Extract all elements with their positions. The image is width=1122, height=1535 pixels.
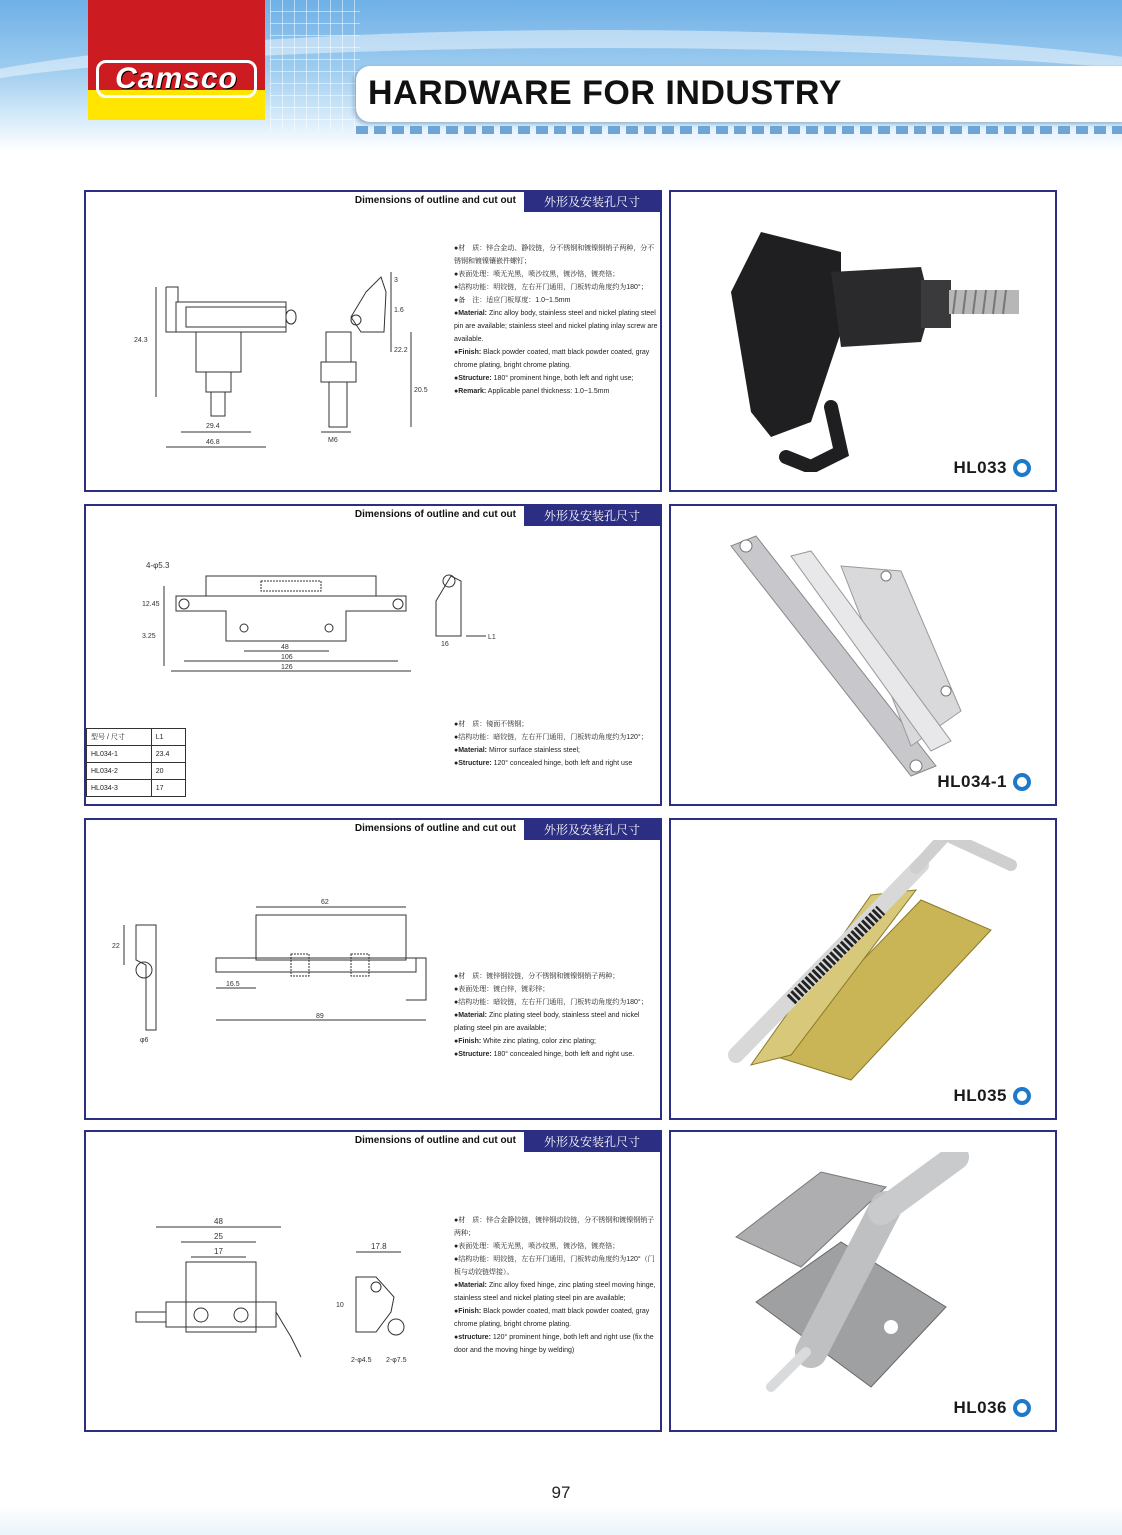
brand-logo (88, 0, 265, 120)
dimensions-header (347, 1132, 660, 1152)
photo-panel-hl034 (669, 504, 1057, 806)
spec-en-line: ●Structure: 180° concealed hinge, both left and right use. (454, 1051, 635, 1058)
spec-en-line: ●Finish: Black powder coated, matt black powder coated, gray chrome plating, bright chrome plating. (454, 1308, 650, 1328)
table-cell: HL034-2 (87, 763, 152, 780)
spec-cn-line: ●表面处理：镀白锌，镀彩锌； (454, 986, 550, 993)
dim-label: 25 (214, 1232, 223, 1241)
spec-cn-line: ●材 质：镜面不锈钢； (454, 721, 529, 728)
dimensions-header-cn: 外形及安装孔尺寸 (524, 820, 660, 840)
header-dash-line (356, 126, 1122, 134)
spec-cn-line: ●材 质：锌合金静铰链，镀锌钢动铰链，分不锈钢和镀镍钢销子两种； (454, 1217, 655, 1237)
product-photo-hl036 (711, 1152, 1011, 1412)
dim-label: 3.25 (142, 633, 156, 640)
technical-drawing-hl036 (126, 1207, 446, 1407)
table-cell: 17 (151, 780, 185, 797)
spec-cn-line: ●结构功能：明铰链，左右开门通用，门板转动角度约为180°； (454, 284, 648, 291)
technical-drawing-hl034 (116, 546, 556, 726)
dimensions-header-en: Dimensions of outline and cut out (347, 820, 524, 840)
table-row (87, 780, 186, 797)
page-title: HARDWARE FOR INDUSTRY (368, 74, 842, 112)
dimensions-header-cn: 外形及安装孔尺寸 (524, 506, 660, 526)
drawing-panel-hl033 (84, 190, 662, 492)
dim-label: 16 (441, 641, 449, 648)
spec-en-line: ●Finish: White zinc plating, color zinc plating; (454, 1038, 596, 1045)
dim-label: 22 (112, 943, 120, 950)
dim-label: 16.5 (226, 981, 240, 988)
dim-label: 4-φ5.3 (146, 561, 170, 570)
spec-cn-line: ●结构功能：暗铰链，左右开门通用，门板转动角度约为180°； (454, 999, 648, 1006)
dim-label: 24.3 (134, 337, 148, 344)
dimensions-header-cn: 外形及安装孔尺寸 (524, 1132, 660, 1152)
dim-label: 46.8 (206, 439, 220, 446)
ring-icon (1013, 1087, 1031, 1105)
product-photo-hl033 (691, 212, 1031, 472)
spec-en-line: ●Material: Zinc alloy body, stainless steel and nickel plating steel pin are available; stainless steel and nickel plating inlay screw are available. (454, 310, 658, 343)
dim-label: 17.8 (371, 1242, 387, 1251)
table-cell: HL034-3 (87, 780, 152, 797)
dim-label: 48 (214, 1217, 223, 1226)
spec-en-line: ●Material: Zinc alloy fixed hinge, zinc plating steel moving hinge, stainless steel and nickel plating steel pin are available; (454, 1282, 656, 1302)
spec-cn-line: ●材 质：镀锌钢铰链，分不锈钢和镀镍钢销子两种； (454, 973, 620, 980)
photo-panel-hl035 (669, 818, 1057, 1120)
spec-en-line: ●Material: Mirror surface stainless steel; (454, 747, 580, 754)
dim-label: 17 (214, 1247, 223, 1256)
table-header-cell: 型号 / 尺寸 (87, 729, 152, 746)
dim-label: 20.5 (414, 387, 428, 394)
ring-icon (1013, 459, 1031, 477)
product-photo-hl035 (691, 840, 1031, 1100)
page-number: 97 (551, 1483, 571, 1502)
footer-wave (0, 1505, 1122, 1535)
dimensions-header (347, 820, 660, 840)
dimensions-header-cn: 外形及安装孔尺寸 (524, 192, 660, 212)
spec-cn-line: ●表面处理：喷无光黑，喷沙纹黑，镀沙铬，镀亮铬； (454, 1243, 620, 1250)
dimensions-header-en: Dimensions of outline and cut out (347, 192, 524, 212)
variant-table (86, 728, 186, 797)
dimensions-header-en: Dimensions of outline and cut out (347, 506, 524, 526)
spec-cn-line: ●结构功能：明铰链，左右开门通用，门板转动角度约为120°（门板与动铰链焊接）。 (454, 1256, 655, 1276)
spec-en-line: ●Structure: 180° prominent hinge, both left and right use; (454, 375, 634, 382)
dim-label: 10 (336, 1302, 344, 1309)
ring-icon (1013, 773, 1031, 791)
dim-label: 126 (281, 664, 293, 671)
spec-cn-line: ●结构功能：暗铰链，左右开门通用，门板转动角度约为120°； (454, 734, 648, 741)
spec-en-line: ●Structure: 120° concealed hinge, both left and right use (454, 760, 633, 767)
spec-cn-line: ●表面处理：喷无光黑，喷沙纹黑，镀沙铬，镀亮铬； (454, 271, 620, 278)
logo-text: Camsco (96, 60, 257, 98)
dim-label: 29.4 (206, 423, 220, 430)
dim-label: 2-φ7.5 (386, 1357, 407, 1364)
table-header-cell: L1 (151, 729, 185, 746)
dim-label: 12.45 (142, 601, 160, 608)
drawing-panel-hl035 (84, 818, 662, 1120)
photo-panel-hl036 (669, 1130, 1057, 1432)
dimensions-header-en: Dimensions of outline and cut out (347, 1132, 524, 1152)
dim-label: 2-φ4.5 (351, 1357, 372, 1364)
table-cell: HL034-1 (87, 746, 152, 763)
spec-en-line: ●Remark: Applicable panel thickness: 1.0~1.5mm (454, 388, 610, 395)
spec-en-line: ●Material: Zinc plating steel body, stainless steel and nickel plating steel pin are available; (454, 1012, 640, 1032)
table-row (87, 763, 186, 780)
spec-text-hl033 (454, 242, 659, 398)
dim-label: 62 (321, 899, 329, 906)
dimensions-header (347, 506, 660, 526)
technical-drawing-hl033 (126, 252, 456, 492)
ring-icon (1013, 1399, 1031, 1417)
spec-text-hl034 (454, 718, 659, 770)
photo-panel-hl033 (669, 190, 1057, 492)
dim-label: φ6 (140, 1037, 149, 1044)
dim-label: L1 (488, 634, 496, 641)
spec-en-line: ●Finish: Black powder coated, matt black powder coated, gray chrome plating, bright chrome plating. (454, 349, 650, 369)
banner-grid-pattern (270, 0, 360, 130)
dim-label: 48 (281, 644, 289, 651)
product-code-hl036: HL036 (953, 1398, 1031, 1418)
table-row (87, 746, 186, 763)
dimensions-header (347, 192, 660, 212)
spec-cn-line: ●备 注：适应门板厚度：1.0~1.5mm (454, 297, 571, 304)
spec-en-line: ●structure: 120° prominent hinge, both left and right use (fix the door and the moving hinge by welding) (454, 1334, 654, 1354)
product-code-hl034: HL034-1 (937, 772, 1031, 792)
dim-label: 106 (281, 654, 293, 661)
product-code-hl033: HL033 (953, 458, 1031, 478)
spec-cn-line: ●材 质：锌合金动、静铰链，分不锈钢和镀镍钢销子两种，分不锈钢和镀镍镶嵌件螺钉； (454, 245, 655, 265)
product-photo-hl034 (711, 526, 971, 786)
page-title-box (356, 66, 1122, 122)
spec-text-hl035 (454, 970, 659, 1061)
dim-label: M6 (328, 437, 338, 444)
technical-drawing-hl035 (106, 890, 456, 1050)
drawing-panel-hl036 (84, 1130, 662, 1432)
table-cell: 23.4 (151, 746, 185, 763)
dim-label: 1.6 (394, 307, 404, 314)
dim-label: 89 (316, 1013, 324, 1020)
drawing-panel-hl034 (84, 504, 662, 806)
spec-text-hl036 (454, 1214, 659, 1357)
product-code-hl035: HL035 (953, 1086, 1031, 1106)
dim-label: 3 (394, 277, 398, 284)
table-cell: 20 (151, 763, 185, 780)
dim-label: 22.2 (394, 347, 408, 354)
